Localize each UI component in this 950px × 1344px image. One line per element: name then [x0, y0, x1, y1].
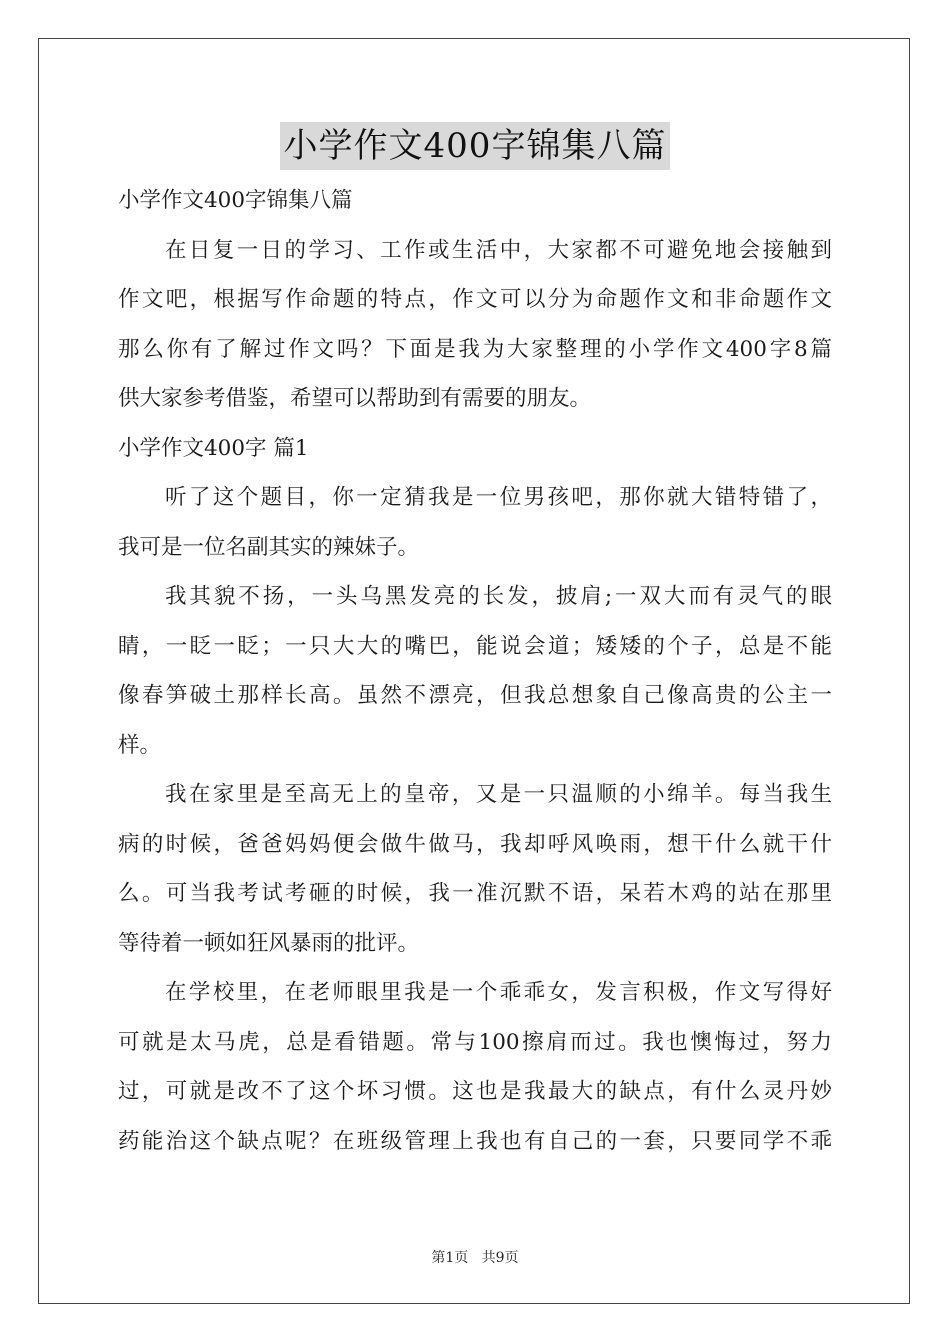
paragraph-line: 听了这个题目，你一定猜我是一位男孩吧，那你就大错特错了， [165, 485, 832, 510]
paragraph-line: 那么你有了解过作文吗？下面是我为大家整理的小学作文400字8篇 [118, 336, 832, 362]
paragraph-line: 我可是一位名副其实的辣妹子。 [118, 534, 420, 560]
paragraph-line: 么。可当我考试考砸的时候，我一准沉默不语，呆若木鸡的站在那里 [118, 881, 832, 906]
paragraph-line: 在日复一日的学习、工作或生活中，大家都不可避免地会接触到 [165, 237, 832, 263]
paragraph-line: 我在家里是至高无上的皇帝，又是一只温顺的小绵羊。每当我生 [165, 782, 832, 807]
paragraph-line: 作文吧，根据写作命题的特点，作文可以分为命题作文和非命题作文 [118, 287, 832, 312]
document-body [118, 176, 832, 1166]
page-footer: 第1页 共9页 [431, 1250, 519, 1266]
subtitle-line: 小学作文400字锦集八篇 [118, 188, 353, 213]
paragraph-line: 样。 [118, 732, 162, 758]
paragraph-line: 可就是太马虎，总是看错题。常与100擦肩而过。我也懊悔过，努力 [118, 1029, 832, 1055]
paragraph-line: 过，可就是改不了这个坏习惯。这也是我最大的缺点，有什么灵丹妙 [118, 1079, 832, 1104]
paragraph-line: 病的时候，爸爸妈妈便会做牛做马，我却呼风唤雨，想干什么就干什 [118, 831, 832, 857]
paragraph-line: 在学校里，在老师眼里我是一个乖乖女，发言积极，作文写得好 [165, 980, 832, 1005]
title-area [0, 122, 950, 170]
section-heading: 小学作文400字 篇1 [118, 435, 309, 461]
paragraph-line: 我其貌不扬，一头乌黑发亮的长发，披肩;一双大而有灵气的眼 [165, 584, 832, 609]
paragraph-line: 药能治这个缺点呢？在班级管理上我也有自己的一套，只要同学不乖 [118, 1128, 832, 1154]
paragraph-line: 供大家参考借鉴，希望可以帮助到有需要的朋友。 [118, 386, 592, 411]
paragraph-line: 像春笋破土那样长高。虽然不漂亮，但我总想象自己像高贵的公主一 [118, 683, 832, 708]
document-title: 小学作文400字锦集八篇 [280, 122, 671, 170]
paragraph-line: 等待着一顿如狂风暴雨的批评。 [118, 930, 420, 956]
paragraph-line: 睛，一眨一眨；一只大大的嘴巴，能说会道；矮矮的个子，总是不能 [118, 633, 832, 659]
